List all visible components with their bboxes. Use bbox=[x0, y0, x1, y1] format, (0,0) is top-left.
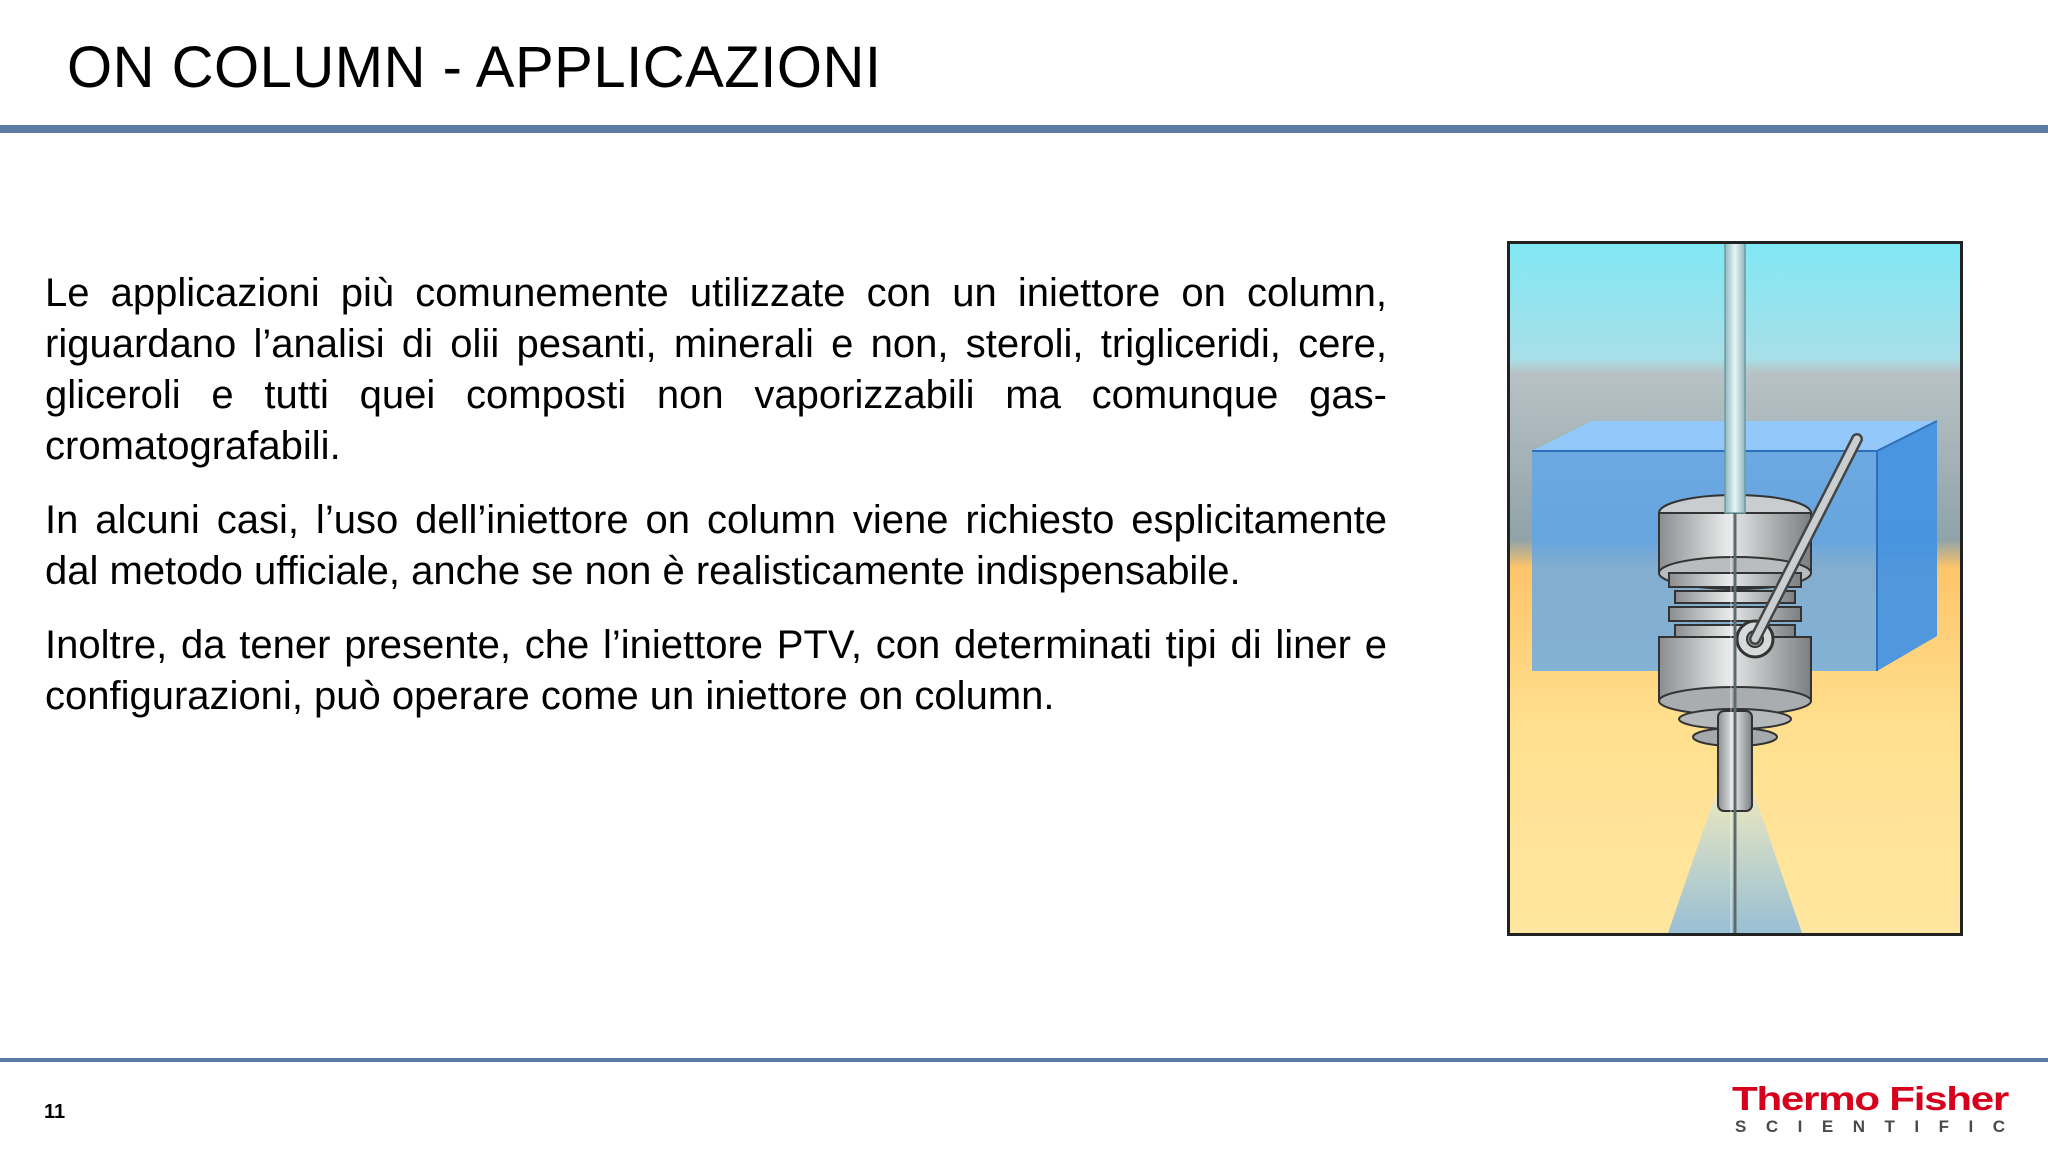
footer-divider bbox=[0, 1058, 2048, 1062]
body-text bbox=[45, 268, 1387, 745]
on-column-injector-illustration bbox=[1507, 241, 1963, 936]
thermo-fisher-logo bbox=[1730, 1082, 2010, 1134]
paragraph-official-method: In alcuni casi, l’uso dell’iniettore on column viene richiesto esplicitamente dal metodo ufficiale, anche se non è realisticamente indispensabile. bbox=[45, 498, 1387, 593]
logo-sub-text: SCIENTIFIC bbox=[1735, 1117, 2005, 1134]
paragraph-ptv-injector: Inoltre, da tener presente, che l’iniettore PTV, con determinati tipi di liner e configurazioni, può operare come un iniettore on column. bbox=[45, 623, 1387, 718]
header-divider bbox=[0, 125, 2048, 133]
paragraph-applications: Le applicazioni più comunemente utilizzate con un iniettore on column, riguardano l’analisi di olii pesanti, minerali e non, steroli, trigliceridi, cere, gliceroli e tutti quei composti non vaporizzabili ma comunque gas-cromatografabili. bbox=[45, 271, 1387, 468]
slide-title: ON COLUMN - APPLICAZIONI bbox=[67, 35, 882, 100]
page-number: 11 bbox=[44, 1101, 66, 1123]
logo-brand-text: Thermo Fisher bbox=[1732, 1082, 2010, 1117]
